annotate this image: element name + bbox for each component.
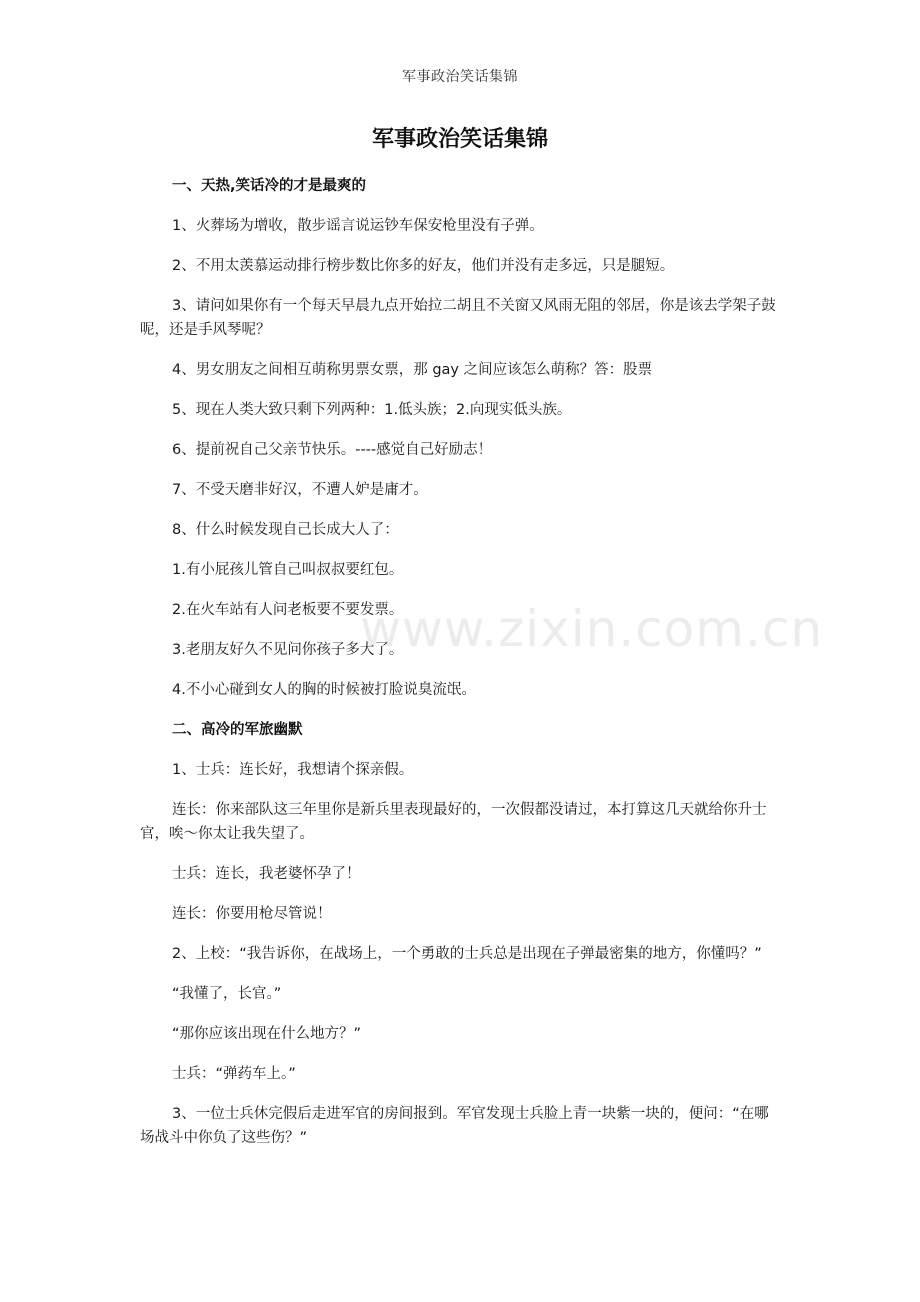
section-heading-1: 一、天热,笑话冷的才是最爽的 [172, 178, 367, 194]
dialogue-line: 连长：你要用枪尽管说！ [172, 906, 332, 922]
joke-item: 5、现在人类大致只剩下列两种：1.低头族；2.向现实低头族。 [172, 402, 572, 418]
sub-list-item: 1.有小屁孩儿管自己叫叔叔要红包。 [172, 562, 404, 578]
joke-item: 4、男女朋友之间相互萌称男票女票，那 gay 之间应该怎么萌称？答：股票 [172, 362, 653, 378]
sub-list-item: 4.不小心碰到女人的胸的时候被打脸说臭流氓。 [172, 682, 476, 698]
dialogue-line: 3、一位士兵休完假后走进军官的房间报到。军官发现士兵脸上青一块紫一块的，便问：“在哪场战斗中你负了这些伤？” [140, 1106, 769, 1146]
section-heading-2: 二、高冷的军旅幽默 [172, 722, 303, 738]
joke-item: 3、请问如果你有一个每天早晨九点开始拉二胡且不关窗又风雨无阻的邻居，你是该去学架子鼓呢，还是手风琴呢？ [140, 298, 776, 338]
running-header: 军事政治笑话集锦 [402, 69, 518, 85]
dialogue-line: 士兵：“弹药车上。” [172, 1066, 296, 1082]
joke-item: 8、什么时候发现自己长成大人了： [172, 522, 399, 538]
dialogue-line: 1、士兵：连长好，我想请个探亲假。 [172, 762, 414, 778]
dialogue-line: 连长：你来部队这三年里你是新兵里表现最好的，一次假都没请过，本打算这几天就给你升士官，唉～你太让我失望了。 [140, 802, 767, 842]
joke-item: 7、不受天磨非好汉，不遭人妒是庸才。 [172, 482, 428, 498]
document-title: 军事政治笑话集锦 [371, 127, 548, 152]
dialogue-line: “我懂了，长官。” [172, 986, 282, 1002]
joke-item: 2、不用太羡慕运动排行榜步数比你多的好友，他们并没有走多远，只是腿短。 [172, 258, 675, 274]
dialogue-line: 士兵：连长，我老婆怀孕了！ [172, 866, 361, 882]
sub-list-item: 3.老朋友好久不见问你孩子多大了。 [172, 642, 404, 658]
joke-item: 6、提前祝自己父亲节快乐。----感觉自己好励志！ [172, 442, 493, 458]
document-body [140, 174, 782, 1166]
joke-item: 1、火葬场为增收，散步谣言说运钞车保安枪里没有子弹。 [172, 218, 544, 234]
dialogue-line: 2、上校：“我告诉你，在战场上，一个勇敢的士兵总是出现在子弹最密集的地方，你懂吗？” [172, 946, 762, 962]
dialogue-line: “那你应该出现在什么地方？” [172, 1026, 362, 1042]
sub-list-item: 2.在火车站有人问老板要不要发票。 [172, 602, 404, 618]
watermark: www.zixin.com.cn [360, 600, 824, 658]
